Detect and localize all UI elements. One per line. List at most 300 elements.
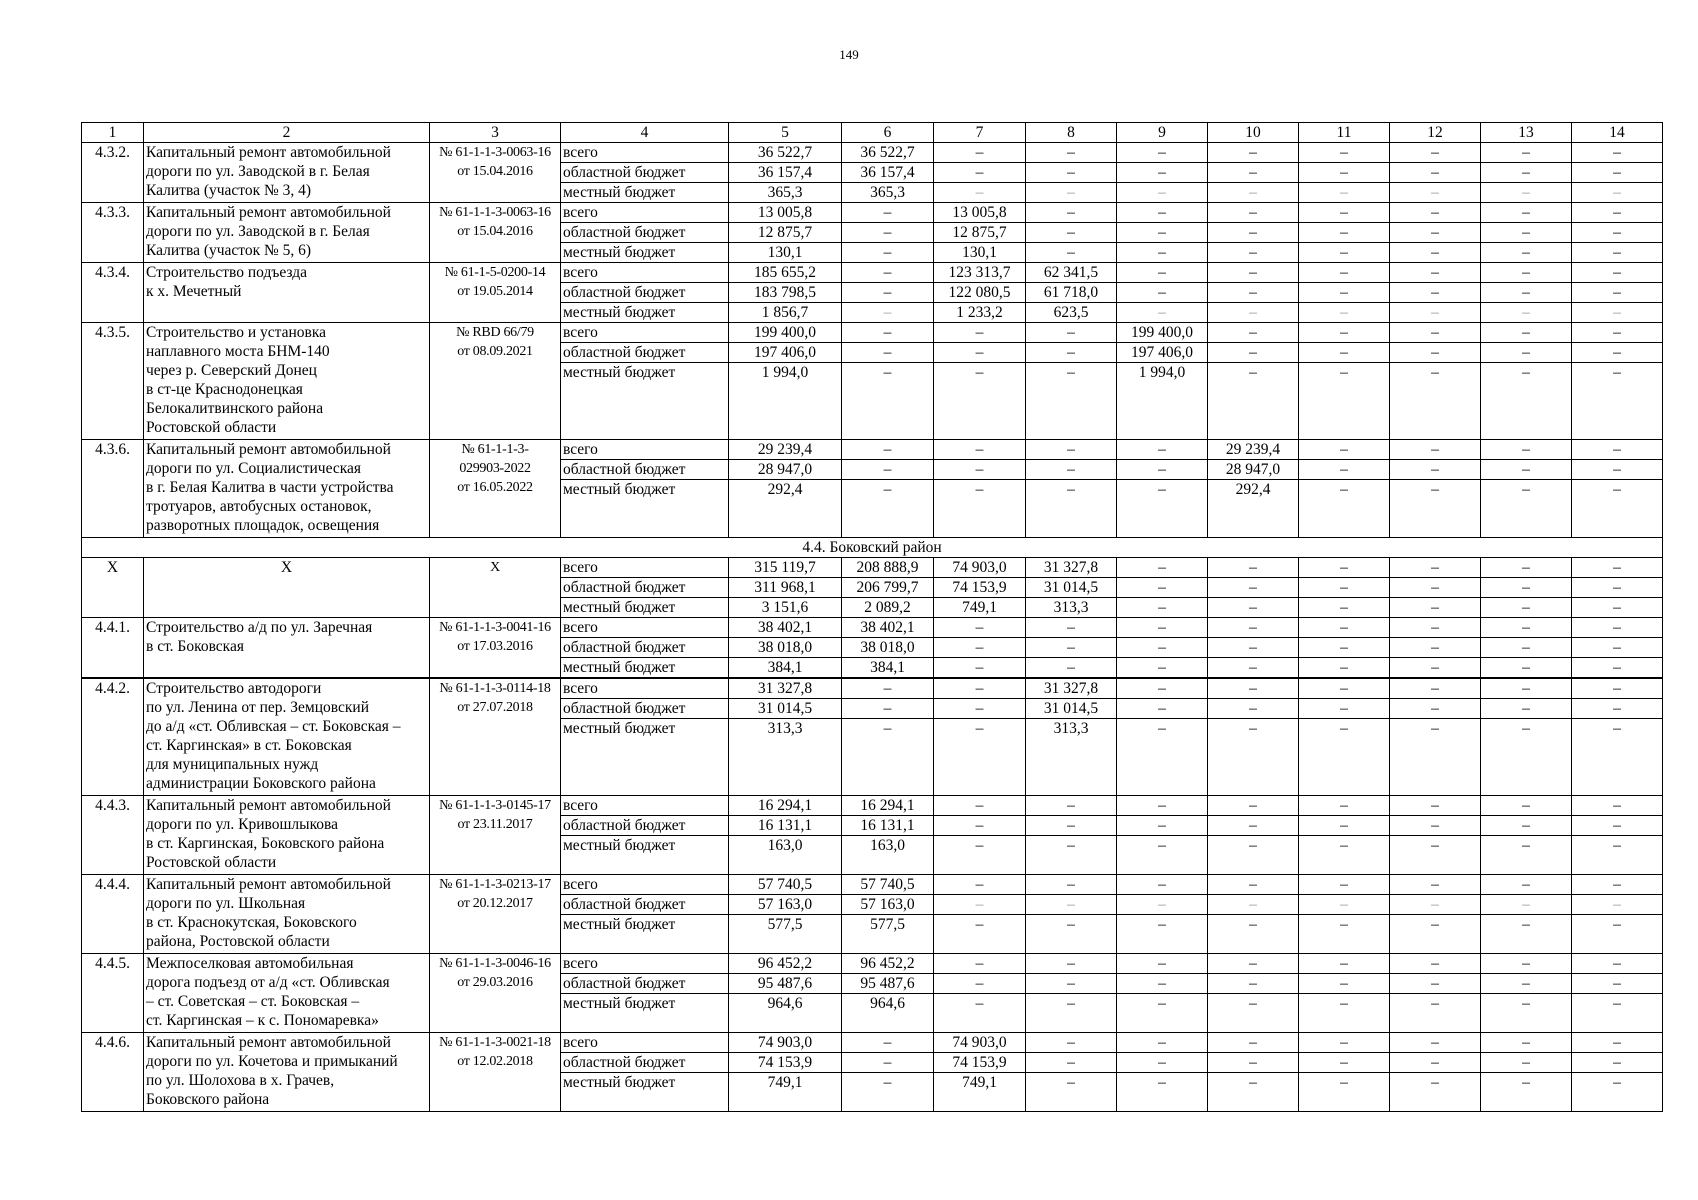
- amount-cell: –: [1481, 796, 1572, 816]
- amount-cell: –: [1299, 440, 1390, 460]
- amount-cell: –: [1026, 638, 1117, 658]
- object-name: [144, 558, 430, 618]
- object-name-line: Капитальный ремонт автомобильной: [146, 144, 391, 161]
- amount-cell: –: [1481, 323, 1572, 343]
- funding-source: местный бюджет: [561, 598, 729, 618]
- column-header: 6: [842, 123, 934, 143]
- amount-cell: –: [1208, 974, 1299, 994]
- document-reference: [430, 954, 561, 1033]
- amount-cell: 31 014,5: [729, 699, 842, 719]
- amount-cell: –: [842, 283, 934, 303]
- document-line: № 61-1-1-3-0063-16: [439, 205, 551, 220]
- amount-cell: –: [1117, 1033, 1208, 1053]
- object-name-line: по ул. Шолохова в х. Грачев,: [146, 1072, 335, 1089]
- object-name-line: в ст. Краснокутская, Боковского: [146, 914, 357, 931]
- amount-cell: –: [1117, 994, 1208, 1033]
- amount-cell: –: [1299, 1033, 1390, 1053]
- object-name-line: наплавного моста БНМ-140: [146, 343, 330, 360]
- amount-cell: –: [1481, 183, 1572, 203]
- object-name-line: через р. Северский Донец: [146, 362, 317, 379]
- amount-cell: –: [1390, 460, 1481, 480]
- amount-cell: –: [1117, 1053, 1208, 1073]
- amount-cell: –: [1299, 343, 1390, 363]
- amount-cell: –: [1208, 263, 1299, 283]
- amount-cell: –: [1390, 875, 1481, 895]
- amount-cell: –: [1390, 363, 1481, 440]
- amount-cell: –: [1208, 658, 1299, 679]
- amount-cell: –: [1299, 638, 1390, 658]
- funding-source: областной бюджет: [561, 578, 729, 598]
- row-number: X: [82, 558, 144, 618]
- amount-cell: –: [934, 323, 1026, 343]
- object-name-line: Строительство а/д по ул. Заречная: [146, 619, 373, 636]
- amount-cell: –: [1390, 1053, 1481, 1073]
- amount-cell: 577,5: [842, 915, 934, 954]
- amount-cell: 122 080,5: [934, 283, 1026, 303]
- amount-cell: –: [1026, 1073, 1117, 1112]
- amount-cell: 95 487,6: [729, 974, 842, 994]
- object-name-line: дороги по ул. Кочетова и примыканий: [146, 1053, 398, 1070]
- amount-cell: –: [1299, 223, 1390, 243]
- amount-cell: –: [934, 343, 1026, 363]
- amount-cell: –: [1390, 974, 1481, 994]
- amount-cell: –: [1572, 719, 1663, 796]
- object-name-line: района, Ростовской области: [146, 933, 330, 950]
- amount-cell: –: [1390, 343, 1481, 363]
- amount-cell: –: [1390, 816, 1481, 836]
- amount-cell: 130,1: [729, 243, 842, 263]
- column-header: 8: [1026, 123, 1117, 143]
- section-title: 4.4. Боковский район: [82, 538, 1663, 558]
- amount-cell: –: [1572, 363, 1663, 440]
- column-header: 7: [934, 123, 1026, 143]
- amount-cell: –: [1481, 875, 1572, 895]
- amount-cell: 163,0: [842, 836, 934, 875]
- amount-cell: 38 018,0: [842, 638, 934, 658]
- amount-cell: –: [1390, 480, 1481, 538]
- amount-cell: –: [934, 363, 1026, 440]
- amount-cell: –: [1026, 836, 1117, 875]
- funding-source: областной бюджет: [561, 223, 729, 243]
- amount-cell: –: [1481, 974, 1572, 994]
- amount-cell: –: [1117, 283, 1208, 303]
- amount-cell: –: [1117, 243, 1208, 263]
- funding-source: областной бюджет: [561, 343, 729, 363]
- amount-cell: –: [1026, 915, 1117, 954]
- object-name-line: дороги по ул. Кривошлыкова: [146, 816, 339, 833]
- table-row: [82, 440, 1663, 460]
- amount-cell: 749,1: [729, 1073, 842, 1112]
- amount-cell: –: [1299, 954, 1390, 974]
- amount-cell: –: [842, 1053, 934, 1073]
- amount-cell: 311 968,1: [729, 578, 842, 598]
- amount-cell: 36 522,7: [842, 143, 934, 163]
- row-number: 4.3.2.: [82, 143, 144, 203]
- amount-cell: –: [1117, 699, 1208, 719]
- amount-cell: –: [842, 323, 934, 343]
- amount-cell: –: [842, 203, 934, 223]
- amount-cell: 38 402,1: [842, 618, 934, 638]
- amount-cell: 623,5: [1026, 303, 1117, 323]
- amount-cell: –: [1026, 994, 1117, 1033]
- amount-cell: –: [934, 875, 1026, 895]
- amount-cell: 3 151,6: [729, 598, 842, 618]
- object-name-line: ст. Каргинская – к с. Пономаревка»: [146, 1012, 379, 1029]
- amount-cell: –: [1117, 460, 1208, 480]
- table-row: [82, 618, 1663, 638]
- amount-cell: –: [1481, 303, 1572, 323]
- budget-table: [81, 122, 1663, 1112]
- object-name: [144, 618, 430, 679]
- column-header: 9: [1117, 123, 1208, 143]
- amount-cell: 57 740,5: [842, 875, 934, 895]
- amount-cell: 96 452,2: [842, 954, 934, 974]
- row-number: 4.4.2.: [82, 678, 144, 796]
- amount-cell: –: [1208, 618, 1299, 638]
- document-line: от 20.12.2017: [457, 896, 533, 911]
- amount-cell: –: [1026, 1033, 1117, 1053]
- amount-cell: –: [1572, 974, 1663, 994]
- object-name-line: Капитальный ремонт автомобильной: [146, 441, 391, 458]
- object-name-line: – ст. Советская – ст. Боковская –: [146, 993, 360, 1010]
- amount-cell: –: [1208, 678, 1299, 699]
- page-number: 149: [839, 47, 859, 62]
- amount-cell: –: [1481, 954, 1572, 974]
- amount-cell: –: [1026, 440, 1117, 460]
- amount-cell: –: [1572, 263, 1663, 283]
- object-name: [144, 1033, 430, 1112]
- section-row: [82, 538, 1663, 558]
- amount-cell: –: [1390, 954, 1481, 974]
- amount-cell: 123 313,7: [934, 263, 1026, 283]
- amount-cell: 2 089,2: [842, 598, 934, 618]
- amount-cell: –: [934, 836, 1026, 875]
- amount-cell: –: [1390, 678, 1481, 699]
- document-line: от 19.05.2014: [457, 284, 533, 299]
- amount-cell: –: [1208, 223, 1299, 243]
- document-reference: [430, 143, 561, 203]
- amount-cell: –: [1117, 303, 1208, 323]
- amount-cell: –: [1117, 183, 1208, 203]
- funding-source: всего: [561, 875, 729, 895]
- amount-cell: –: [1299, 243, 1390, 263]
- amount-cell: –: [1572, 183, 1663, 203]
- amount-cell: –: [1390, 183, 1481, 203]
- amount-cell: –: [934, 460, 1026, 480]
- amount-cell: –: [1299, 974, 1390, 994]
- object-name-line: Калитва (участок № 5, 6): [146, 242, 312, 259]
- amount-cell: –: [1572, 1053, 1663, 1073]
- document-line: от 08.09.2021: [457, 344, 533, 359]
- amount-cell: –: [842, 303, 934, 323]
- amount-cell: –: [934, 618, 1026, 638]
- funding-source: всего: [561, 678, 729, 699]
- table-row: [82, 203, 1663, 223]
- amount-cell: –: [1572, 678, 1663, 699]
- amount-cell: 1 994,0: [1117, 363, 1208, 440]
- amount-cell: –: [1117, 719, 1208, 796]
- amount-cell: 31 014,5: [1026, 699, 1117, 719]
- table-row: [82, 143, 1663, 163]
- amount-cell: 313,3: [1026, 598, 1117, 618]
- funding-source: всего: [561, 263, 729, 283]
- funding-source: всего: [561, 440, 729, 460]
- amount-cell: –: [1117, 796, 1208, 816]
- object-name-line: дороги по ул. Заводской в г. Белая: [146, 223, 370, 240]
- amount-cell: –: [1390, 303, 1481, 323]
- amount-cell: 964,6: [729, 994, 842, 1033]
- amount-cell: –: [1208, 343, 1299, 363]
- object-name-line: Капитальный ремонт автомобильной: [146, 797, 391, 814]
- amount-cell: –: [1026, 875, 1117, 895]
- amount-cell: –: [1026, 163, 1117, 183]
- amount-cell: –: [1390, 836, 1481, 875]
- amount-cell: –: [1299, 836, 1390, 875]
- amount-cell: –: [1026, 895, 1117, 915]
- amount-cell: –: [1390, 143, 1481, 163]
- amount-cell: –: [1117, 440, 1208, 460]
- funding-source: местный бюджет: [561, 915, 729, 954]
- object-name-line: Капитальный ремонт автомобильной: [146, 204, 391, 221]
- amount-cell: 28 947,0: [729, 460, 842, 480]
- funding-source: местный бюджет: [561, 658, 729, 679]
- document-reference: [430, 618, 561, 679]
- amount-cell: –: [1117, 578, 1208, 598]
- amount-cell: 61 718,0: [1026, 283, 1117, 303]
- amount-cell: 964,6: [842, 994, 934, 1033]
- document-reference: [430, 263, 561, 323]
- amount-cell: 96 452,2: [729, 954, 842, 974]
- amount-cell: –: [1208, 954, 1299, 974]
- column-header: 1: [82, 123, 144, 143]
- amount-cell: –: [1481, 263, 1572, 283]
- amount-cell: –: [842, 363, 934, 440]
- amount-cell: –: [1299, 1053, 1390, 1073]
- amount-cell: –: [1117, 1073, 1208, 1112]
- amount-cell: –: [1208, 719, 1299, 796]
- object-name-line: в ст-це Краснодонецкая: [146, 381, 303, 398]
- row-number: 4.4.6.: [82, 1033, 144, 1112]
- amount-cell: –: [1117, 658, 1208, 679]
- amount-cell: 749,1: [934, 1073, 1026, 1112]
- funding-source: местный бюджет: [561, 303, 729, 323]
- amount-cell: –: [1390, 598, 1481, 618]
- amount-cell: –: [1208, 143, 1299, 163]
- amount-cell: –: [1026, 796, 1117, 816]
- amount-cell: 384,1: [729, 658, 842, 679]
- amount-cell: –: [1481, 578, 1572, 598]
- document-reference: [430, 440, 561, 538]
- funding-source: областной бюджет: [561, 460, 729, 480]
- amount-cell: –: [1481, 678, 1572, 699]
- amount-cell: –: [1390, 1033, 1481, 1053]
- object-name-line: дороги по ул. Школьная: [146, 895, 306, 912]
- object-name-line: для муниципальных нужд: [146, 756, 319, 773]
- object-name-line: в ст. Каргинская, Боковского района: [146, 835, 385, 852]
- object-name-line: разворотных площадок, освещения: [146, 517, 380, 534]
- amount-cell: –: [1208, 638, 1299, 658]
- document-reference: [430, 796, 561, 875]
- amount-cell: –: [1026, 223, 1117, 243]
- amount-cell: –: [1481, 460, 1572, 480]
- amount-cell: –: [934, 994, 1026, 1033]
- amount-cell: 577,5: [729, 915, 842, 954]
- amount-cell: –: [934, 440, 1026, 460]
- amount-cell: 16 294,1: [842, 796, 934, 816]
- amount-cell: –: [1117, 915, 1208, 954]
- amount-cell: 315 119,7: [729, 558, 842, 578]
- document-reference: [430, 203, 561, 263]
- object-name-line: Строительство и установка: [146, 324, 327, 341]
- object-name: [144, 954, 430, 1033]
- amount-cell: –: [1208, 183, 1299, 203]
- amount-cell: –: [1481, 1033, 1572, 1053]
- amount-cell: –: [1481, 658, 1572, 679]
- amount-cell: –: [934, 954, 1026, 974]
- object-name-line: [146, 656, 427, 675]
- amount-cell: –: [934, 678, 1026, 699]
- amount-cell: –: [934, 796, 1026, 816]
- amount-cell: –: [1117, 954, 1208, 974]
- amount-cell: 206 799,7: [842, 578, 934, 598]
- amount-cell: –: [1572, 598, 1663, 618]
- amount-cell: –: [1481, 143, 1572, 163]
- amount-cell: –: [1299, 183, 1390, 203]
- amount-cell: 36 157,4: [729, 163, 842, 183]
- amount-cell: –: [1481, 440, 1572, 460]
- amount-cell: –: [1299, 460, 1390, 480]
- amount-cell: –: [1117, 678, 1208, 699]
- amount-cell: 74 153,9: [934, 1053, 1026, 1073]
- object-name-line: ст. Каргинская» в ст. Боковская: [146, 737, 352, 754]
- document-line: от 12.02.2018: [457, 1054, 533, 1069]
- amount-cell: 365,3: [729, 183, 842, 203]
- column-header: 11: [1299, 123, 1390, 143]
- amount-cell: –: [1390, 558, 1481, 578]
- column-header: 10: [1208, 123, 1299, 143]
- amount-cell: –: [1299, 363, 1390, 440]
- amount-cell: –: [1117, 875, 1208, 895]
- amount-cell: –: [1481, 558, 1572, 578]
- object-name-line: администрации Боковского района: [146, 775, 376, 792]
- amount-cell: –: [934, 974, 1026, 994]
- amount-cell: 183 798,5: [729, 283, 842, 303]
- document-line: № 61-1-1-3-0041-16: [439, 620, 551, 635]
- object-name-line: дороги по ул. Социалистическая: [146, 460, 362, 477]
- amount-cell: –: [1299, 143, 1390, 163]
- funding-source: областной бюджет: [561, 1053, 729, 1073]
- amount-cell: –: [1299, 719, 1390, 796]
- document-line: от 17.03.2016: [457, 639, 533, 654]
- object-name-line: к х. Мечетный: [146, 283, 242, 300]
- amount-cell: –: [1026, 183, 1117, 203]
- amount-cell: –: [1481, 203, 1572, 223]
- column-header: 14: [1572, 123, 1663, 143]
- amount-cell: –: [1481, 836, 1572, 875]
- amount-cell: –: [1117, 480, 1208, 538]
- document-line: № 61-1-1-3-0021-18: [439, 1035, 551, 1050]
- amount-cell: 74 903,0: [934, 558, 1026, 578]
- funding-source: местный бюджет: [561, 363, 729, 440]
- amount-cell: –: [934, 658, 1026, 679]
- amount-cell: –: [1481, 994, 1572, 1033]
- amount-cell: –: [1299, 203, 1390, 223]
- amount-cell: 197 406,0: [1117, 343, 1208, 363]
- amount-cell: –: [1117, 895, 1208, 915]
- amount-cell: –: [1299, 875, 1390, 895]
- amount-cell: 13 005,8: [729, 203, 842, 223]
- object-name-line: Межпоселковая автомобильная: [146, 955, 354, 972]
- amount-cell: –: [1481, 283, 1572, 303]
- amount-cell: –: [1208, 994, 1299, 1033]
- amount-cell: –: [1026, 343, 1117, 363]
- amount-cell: –: [1572, 638, 1663, 658]
- amount-cell: –: [1208, 1073, 1299, 1112]
- amount-cell: 130,1: [934, 243, 1026, 263]
- amount-cell: –: [1481, 816, 1572, 836]
- amount-cell: 38 018,0: [729, 638, 842, 658]
- funding-source: областной бюджет: [561, 699, 729, 719]
- amount-cell: 31 327,8: [729, 678, 842, 699]
- document-line: от 23.11.2017: [457, 817, 533, 832]
- funding-source: всего: [561, 323, 729, 343]
- amount-cell: 13 005,8: [934, 203, 1026, 223]
- amount-cell: –: [1299, 895, 1390, 915]
- amount-cell: –: [1299, 558, 1390, 578]
- table-body: [82, 123, 1663, 1112]
- object-name-line: в ст. Боковская: [146, 638, 244, 655]
- amount-cell: 313,3: [1026, 719, 1117, 796]
- amount-cell: –: [1390, 440, 1481, 460]
- funding-source: областной бюджет: [561, 163, 729, 183]
- amount-cell: –: [1208, 323, 1299, 343]
- amount-cell: –: [1026, 323, 1117, 343]
- funding-source: всего: [561, 796, 729, 816]
- amount-cell: 12 875,7: [934, 223, 1026, 243]
- amount-cell: –: [842, 678, 934, 699]
- amount-cell: 163,0: [729, 836, 842, 875]
- amount-cell: –: [1481, 699, 1572, 719]
- amount-cell: 749,1: [934, 598, 1026, 618]
- amount-cell: –: [934, 719, 1026, 796]
- document-line: от 27.07.2018: [457, 700, 533, 715]
- amount-cell: –: [1026, 1053, 1117, 1073]
- amount-cell: –: [1026, 658, 1117, 679]
- amount-cell: 1 856,7: [729, 303, 842, 323]
- document-line: № 61-1-1-3-0114-18: [439, 681, 551, 696]
- document-line: от 15.04.2016: [457, 224, 533, 239]
- amount-cell: 74 153,9: [934, 578, 1026, 598]
- amount-cell: –: [1390, 699, 1481, 719]
- object-name-line: в г. Белая Калитва в части устройства: [146, 479, 394, 496]
- amount-cell: –: [1208, 203, 1299, 223]
- document-reference: [430, 558, 561, 618]
- amount-cell: –: [1572, 658, 1663, 679]
- object-name-line: Капитальный ремонт автомобильной: [146, 876, 391, 893]
- amount-cell: –: [1117, 223, 1208, 243]
- amount-cell: –: [1481, 363, 1572, 440]
- amount-cell: –: [842, 343, 934, 363]
- table-row: [82, 875, 1663, 895]
- object-name-line: дорога подъезд от а/д «ст. Обливская: [146, 974, 390, 991]
- amount-cell: 12 875,7: [729, 223, 842, 243]
- amount-cell: –: [1117, 816, 1208, 836]
- amount-cell: –: [1299, 618, 1390, 638]
- amount-cell: –: [1390, 796, 1481, 816]
- amount-cell: 95 487,6: [842, 974, 934, 994]
- table-row: [82, 678, 1663, 699]
- amount-cell: –: [934, 816, 1026, 836]
